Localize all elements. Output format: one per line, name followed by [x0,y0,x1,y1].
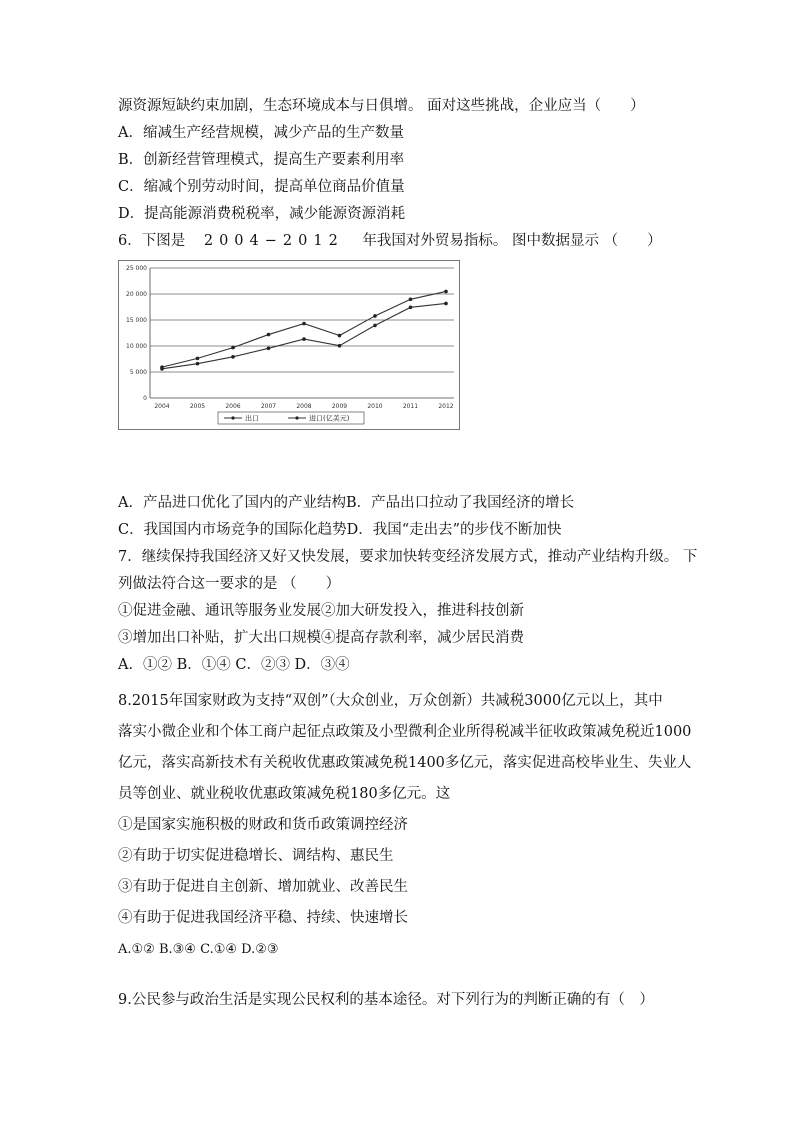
x-tick-2004: 2004 [154,403,170,410]
legend-swatch-dot-0 [231,416,234,419]
series-1-point-2004 [160,367,164,371]
x-tick-2007: 2007 [260,403,277,410]
q8-line3: 亿元，落实高新技术有关税收优惠政策减免税1400多亿元，落实促进高校毕业生、失业人 [118,755,692,771]
q6-suffix: 年我国对外贸易指标。 图中数据显示 （ ） [362,233,662,249]
q8-line4: 员等创业、就业税收优惠政策减免税180多亿元。这 [118,786,451,802]
q6-option-cd: C．我国国内市场竞争的国际化趋势D．我国“走出去”的步伐不断加快 [118,522,562,538]
legend-label-1: 进口(亿美元) [309,414,350,423]
q7-choices: A．①② B．①④ C．②③ D．③④ [118,657,350,673]
series-1-point-2007 [267,346,271,350]
q7-stem-line2: 列做法符合这一要求的是 （ ） [118,576,341,592]
q8-choices: A.①② B.③④ C.①④ D.②③ [118,942,279,957]
q9-stem: 9.公民参与政治生活是实现公民权利的基本途径。对下列行为的判断正确的有（ ） [118,992,654,1008]
series-0-point-2010 [373,314,377,318]
q6-years: 2004−2012 [203,233,344,249]
series-0-point-2005 [196,357,200,361]
legend-swatch-dot-1 [295,416,298,419]
series-1-point-2008 [302,337,306,341]
q5-option-d: D．提高能源消费税税率，减少能源资源消耗 [118,206,406,222]
y-tick-20000: 20 000 [126,291,147,298]
series-0-point-2006 [231,346,235,350]
q7-items-34: ③增加出口补贴，扩大出口规模④提高存款利率，减少居民消费 [118,630,524,646]
x-tick-2011: 2011 [402,403,419,410]
series-1-point-2005 [196,362,200,366]
q8-item-1: ①是国家实施积极的财政和货币政策调控经济 [118,817,408,833]
x-tick-2010: 2010 [367,403,383,410]
y-tick-0: 0 [143,395,147,402]
q7-items-12: ①促进金融、通讯等服务业发展②加大研发投入，推进科技创新 [118,603,524,619]
intro-line: 源资源短缺约束加剧，生态环境成本与日俱增。 面对这些挑战，企业应当（ ） [118,98,645,114]
y-tick-5000: 5 000 [129,369,147,376]
x-tick-2006: 2006 [225,403,241,410]
x-tick-2012: 2012 [438,403,454,410]
series-1-point-2011 [409,306,413,310]
q8-line2: 落实小微企业和个体工商户起征点政策及小型微利企业所得税减半征收政策减免税近1000 [118,724,692,740]
series-0-point-2011 [409,297,413,301]
q5-option-c: C．缩减个别劳动时间，提高单位商品价值量 [118,179,405,195]
series-0-point-2007 [267,333,271,337]
trade-line-chart [118,260,460,430]
chart-legend [218,412,364,424]
x-tick-2009: 2009 [331,403,348,410]
y-tick-10000: 10 000 [126,343,147,350]
q5-option-a: A．缩减生产经营规模，减少产品的生产数量 [118,125,404,141]
series-1-point-2012 [444,302,448,306]
q8-item-2: ②有助于切实促进稳增长、调结构、惠民生 [118,848,394,864]
x-tick-2005: 2005 [189,403,206,410]
series-1-point-2010 [373,324,377,328]
series-0-point-2012 [444,290,448,294]
q8-item-3: ③有助于促进自主创新、增加就业、改善民生 [118,879,408,895]
series-0-point-2009 [338,334,342,338]
q5-option-b: B．创新经营管理模式，提高生产要素利用率 [118,152,405,168]
series-0-point-2008 [302,322,306,326]
q8-item-4: ④有助于促进我国经济平稳、持续、快速增长 [118,910,408,926]
q8-line1: 8.2015年国家财政为支持“双创”（大众创业，万众创新）共减税3000亿元以上，其中 [118,693,663,709]
q6-option-ab: A．产品进口优化了国内的产业结构B．产品出口拉动了我国经济的增长 [118,495,575,511]
y-tick-25000: 25 000 [126,265,147,272]
x-tick-labels [154,403,453,410]
q7-stem-line1: 7．继续保持我国经济又好又快发展，要求加快转变经济发展方式，推动产业结构升级。 下 [118,549,698,565]
y-tick-15000: 15 000 [126,317,147,324]
q6-stem [118,231,662,251]
x-tick-2008: 2008 [296,403,312,410]
series-1-point-2009 [338,344,342,348]
q6-prefix: 6．下图是 [118,233,186,249]
series-1-point-2006 [231,355,235,359]
legend-label-0: 出口 [245,414,259,423]
